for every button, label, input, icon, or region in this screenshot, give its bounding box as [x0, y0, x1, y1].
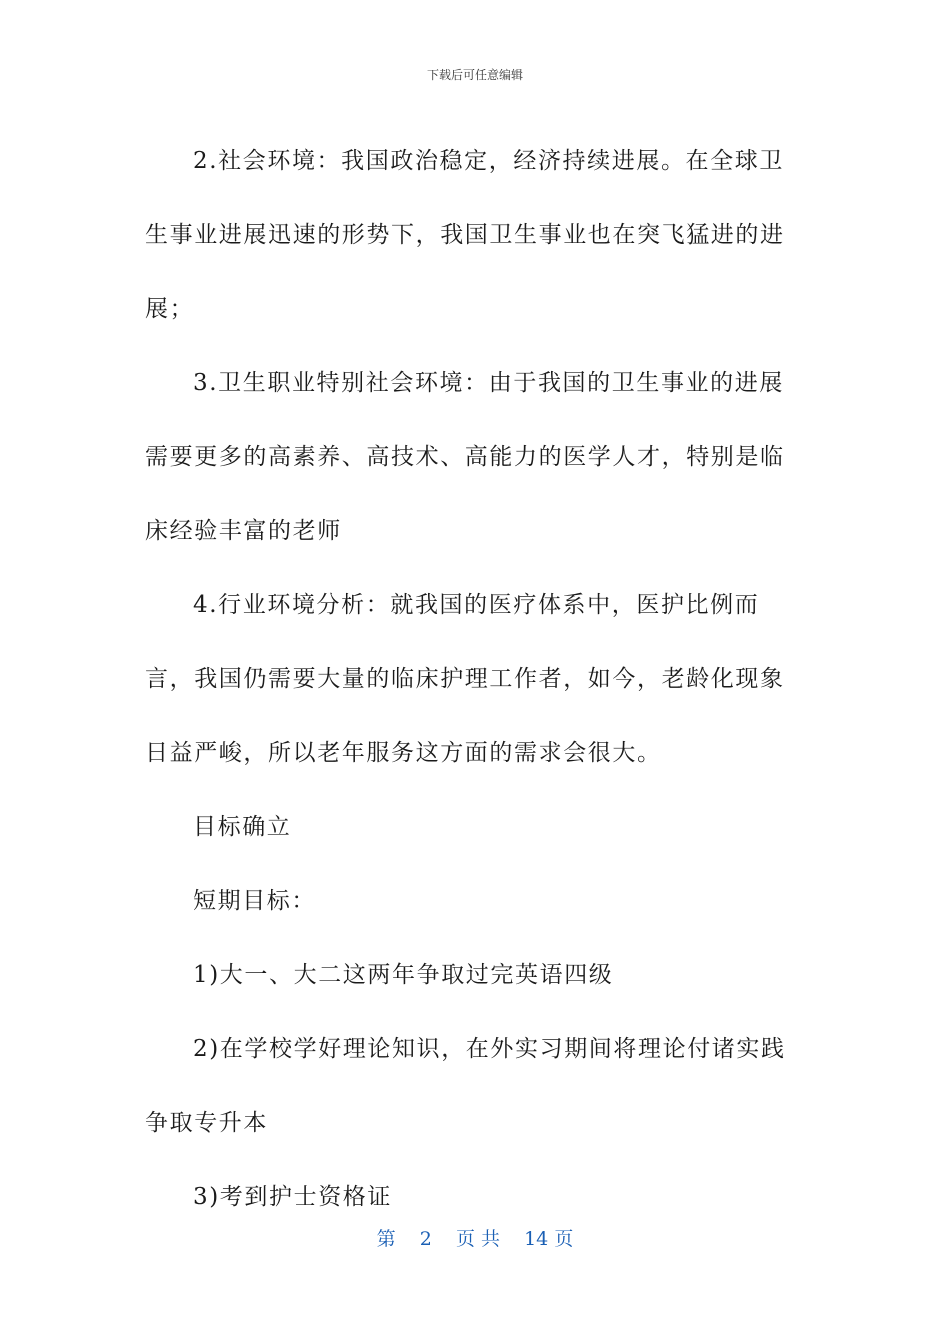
header-note: 下载后可任意编辑 [426, 68, 523, 82]
page-footer [0, 1224, 950, 1251]
footer-total-pages: 14 [524, 1228, 549, 1250]
list-item-goal-1: 1)大一、大二这两年争取过完英语四级 [193, 962, 614, 988]
document-body [145, 124, 805, 1234]
footer-suffix: 页 [554, 1228, 574, 1250]
list-item-goal-2: 2)在学校学好理论知识，在外实习期间将理论付诸实践争取专升本 [145, 1036, 786, 1136]
section-heading-goal-setting: 目标确立 [193, 814, 292, 840]
subheading-short-term-goals: 短期目标： [193, 888, 316, 914]
paragraph-industry-analysis: 4.行业环境分析：就我国的医疗体系中，医护比例而言，我国仍需要大量的临床护理工作者，如今，老龄化现象日益严峻，所以老年服务这方面的需求会很大。 [145, 592, 785, 766]
footer-middle: 页 共 [455, 1228, 500, 1250]
footer-prefix: 第 [376, 1228, 396, 1250]
paragraph-social-environment: 2.社会环境：我国政治稳定，经济持续进展。在全球卫生事业进展迅速的形势下，我国卫生事业也在突飞猛进的进展； [145, 148, 785, 322]
list-item-goal-3: 3)考到护士资格证 [193, 1184, 393, 1210]
footer-current-page: 2 [419, 1228, 432, 1250]
paragraph-health-profession-environment: 3.卫生职业特别社会环境：由于我国的卫生事业的进展需要更多的高素养、高技术、高能力的医学人才，特别是临床经验丰富的老师 [145, 370, 785, 544]
